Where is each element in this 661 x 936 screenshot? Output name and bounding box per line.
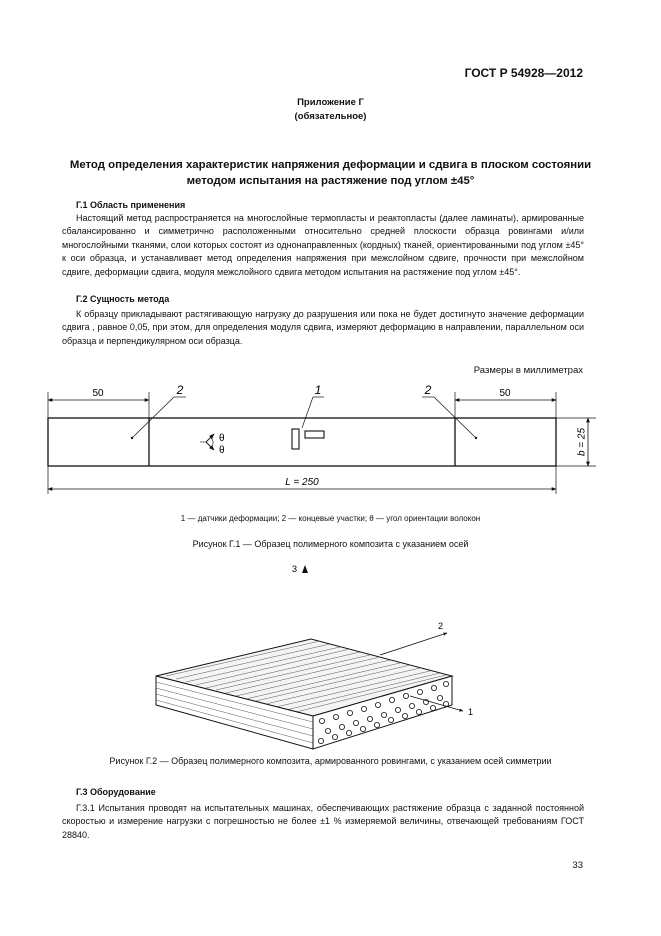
g3-paragraph <box>62 802 584 842</box>
axis-1-label: 1 <box>468 707 474 717</box>
figure1-legend: 1 — датчики деформации; 2 — концевые участки; θ — угол ориентации волокон <box>180 514 481 523</box>
dimensions-note: Размеры в миллиметрах <box>473 365 583 376</box>
section-title-line1: Метод определения характеристик напряжения деформации и сдвига в плоском состоянии <box>69 159 592 171</box>
length-label: L = 250 <box>285 477 319 488</box>
appendix-status: (обязательное) <box>294 111 367 122</box>
figure2-caption: Рисунок Г.2 — Образец полимерного композита, армированного ровингами, с указанием осей симметрии <box>109 756 552 766</box>
g2-heading: Г.2 Сущность метода <box>76 294 170 304</box>
axis-2-label: 2 <box>438 621 444 631</box>
axis-2-arrow <box>380 633 447 655</box>
axis-3-arrow <box>302 565 308 573</box>
width-label: b = 25 <box>576 427 588 457</box>
axis-3-label: 3 <box>291 564 297 574</box>
standard-number: ГОСТ Р 54928—2012 <box>464 66 583 80</box>
appendix-title: Приложение Г <box>297 97 364 108</box>
page-number: 33 <box>572 860 583 871</box>
g2-text: К образцу прикладывают растягивающую нагрузку до разрушения или пока не будет достигнуто значение деформации сдвига , равное 0,05, при этом, для определения модуля сдвига, измеряют деформацию в направлении, параллельном оси образца и перпендикулярном оси образца. <box>62 309 584 346</box>
dim-right-label: 50 <box>499 388 511 399</box>
strain-gauge-longitudinal <box>305 431 324 438</box>
label-1: 1 <box>314 383 322 397</box>
section-title-line2: методом испытания на растяжение под углом ±45° <box>186 175 475 187</box>
label-2-right: 2 <box>424 383 432 397</box>
g1-heading: Г.1 Область применения <box>76 200 186 210</box>
figure2-drawing <box>0 555 661 755</box>
g1-text: Настоящий метод распространяется на многослойные термопласты и реактопласты (далее ламинаты), армированные сбалансированно и симметрично расположенными относительно средней плоскости образца ровингами и/или многослойными тканями, слои которых состоят из однонаправленных (кордных) тканей, ориентированными под углом ±45° к оси образца, и устанавливает метод определения напряжения при межслойном сдвиге, прочности при межслойном сдвиге, деформации сдвига, модуля межслойного сдвига методом испытания на растяжение под углом ±45°. <box>62 213 584 277</box>
theta-top: θ <box>219 433 225 444</box>
strain-gauge-transverse <box>292 429 299 449</box>
specimen-outline <box>48 418 556 466</box>
dim-left-label: 50 <box>92 388 104 399</box>
label-2-left: 2 <box>176 383 184 397</box>
g3-heading: Г.3 Оборудование <box>76 787 156 797</box>
theta-bottom: θ <box>219 445 225 456</box>
g3-text: Г.3.1 Испытания проводят на испытательных машинах, обеспечивающих растяжение образца с заданной постоянной скоростью и измерение нагрузки с погрешностью не более ±1 % измеряемой величины, отвечающей требованиям ГОСТ 28840. <box>62 803 584 840</box>
figure1-caption: Рисунок Г.1 — Образец полимерного композита с указанием осей <box>192 539 469 549</box>
